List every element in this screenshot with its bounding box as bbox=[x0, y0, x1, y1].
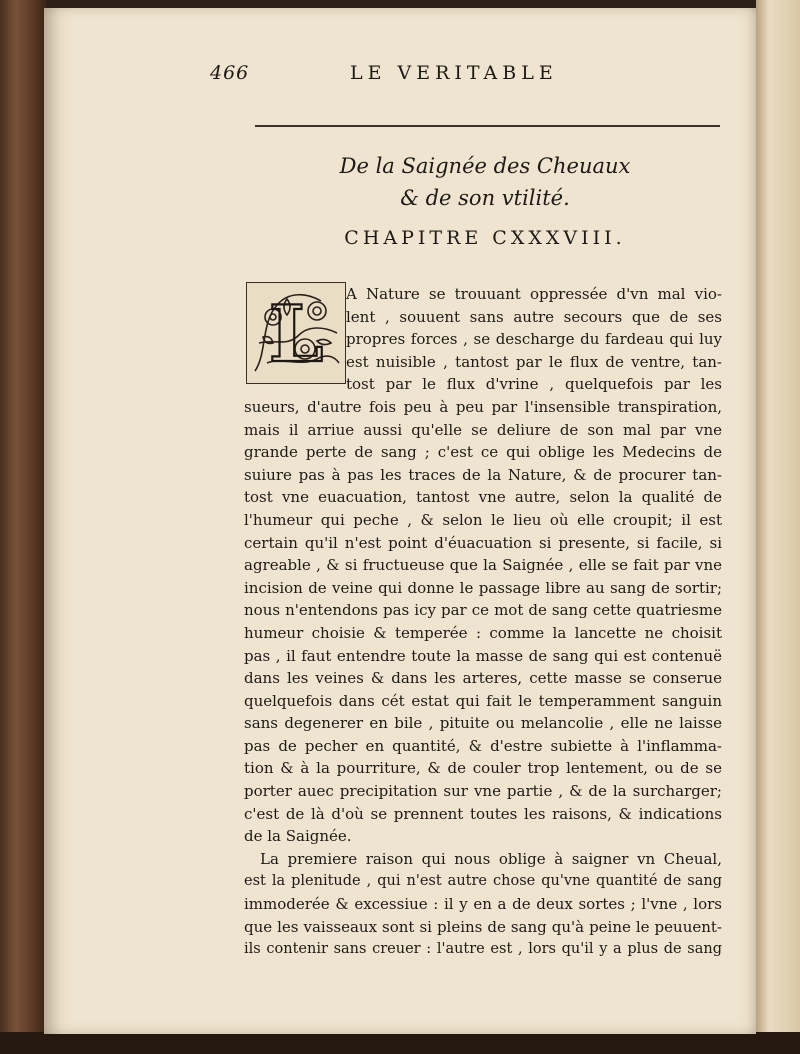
text-line: porter auec precipitation sur vne partie , & de la surcharger; bbox=[244, 782, 722, 801]
text-line: grande perte de sang ; c'est ce qui oblige les Medecins de bbox=[244, 443, 722, 462]
text-line: sans degenerer en bile , pituite ou melancolie , elle ne laisse bbox=[244, 714, 722, 733]
text-line: de la Saignée. bbox=[244, 827, 352, 846]
text-line: immoderée & excessiue : il y en a de deux sortes ; l'vne , lors bbox=[244, 895, 722, 914]
text-line: l'humeur qui peche , & selon le lieu où elle croupit; il est bbox=[244, 510, 722, 529]
text-line: tion & à la pourriture, & de couler trop lentement, ou de se bbox=[244, 759, 722, 778]
body-text bbox=[244, 283, 722, 961]
text-line: propres forces , se descharge du fardeau qui luy bbox=[346, 330, 722, 349]
text-line: ils contenir sans creuer : l'autre est , lors qu'il y a plus de sang bbox=[244, 941, 722, 958]
text-line: mais il arriue aussi qu'elle se deliure de son mal par vne bbox=[244, 420, 722, 439]
page-header bbox=[210, 62, 770, 92]
text-line: que les vaisseaux sont si pleins de sang qu'à peine le peuuent- bbox=[244, 917, 722, 936]
book-bottom-edge bbox=[0, 1032, 800, 1054]
text-line: est la plenitude , qui n'est autre chose qu'vne quantité de sang bbox=[244, 873, 722, 890]
text-line: pas de pecher en quantité, & d'estre subiette à l'inflamma- bbox=[244, 736, 722, 755]
text-line: lent , souuent sans autre secours que de ses bbox=[346, 307, 722, 326]
text-line: c'est de là d'où se prennent toutes les raisons, & indications bbox=[244, 804, 722, 823]
chapter-title-line-1: De la Saignée des Cheuaux bbox=[339, 154, 631, 178]
text-line: dans les veines & dans les arteres, cette masse se conserue bbox=[244, 669, 722, 688]
chapter-title-line-2: & de son vtilité. bbox=[400, 186, 570, 210]
text-line: humeur choisie & temperée : comme la lancette ne choisit bbox=[244, 623, 722, 642]
book-spine-edge bbox=[0, 0, 46, 1054]
text-line: tost par le flux d'vrine , quelquefois par les bbox=[346, 375, 722, 394]
text-line: A Nature se trouuant oppressée d'vn mal vio- bbox=[346, 285, 722, 303]
chapter-heading: CHAPITRE CXXXVIII. bbox=[344, 227, 626, 249]
text-line: nous n'entendons pas icy par ce mot de sang cette quatriesme bbox=[244, 601, 722, 620]
text-line: agreable , & si fructueuse que la Saignée , elle se fait par vne bbox=[244, 556, 722, 575]
header-rule bbox=[255, 125, 720, 127]
text-line: est nuisible , tantost par le flux de ventre, tan- bbox=[346, 352, 722, 371]
next-page-edge bbox=[756, 0, 800, 1054]
running-head: LE VERITABLE bbox=[350, 62, 558, 84]
page-number: 466 bbox=[210, 62, 250, 84]
text-line: sueurs, d'autre fois peu à peu par l'insensible transpiration, bbox=[244, 397, 722, 416]
text-line: tost vne euacuation, tantost vne autre, selon la qualité de bbox=[244, 488, 722, 507]
text-line: suiure pas à pas les traces de la Nature, & de procurer tan- bbox=[244, 465, 722, 484]
text-line: incision de veine qui donne le passage libre au sang de sortir; bbox=[244, 578, 722, 597]
text-line: pas , il faut entendre toute la masse de sang qui est contenuë bbox=[244, 646, 722, 665]
text-line: La premiere raison qui nous oblige à saigner vn Cheual, bbox=[260, 849, 722, 868]
text-line: certain qu'il n'est point d'éuacuation si presente, si facile, si bbox=[244, 533, 722, 552]
text-line: quelquefois dans cét estat qui fait le temperamment sanguin bbox=[244, 691, 722, 710]
chapter-title bbox=[250, 150, 720, 214]
svg-text:L: L bbox=[268, 289, 324, 380]
